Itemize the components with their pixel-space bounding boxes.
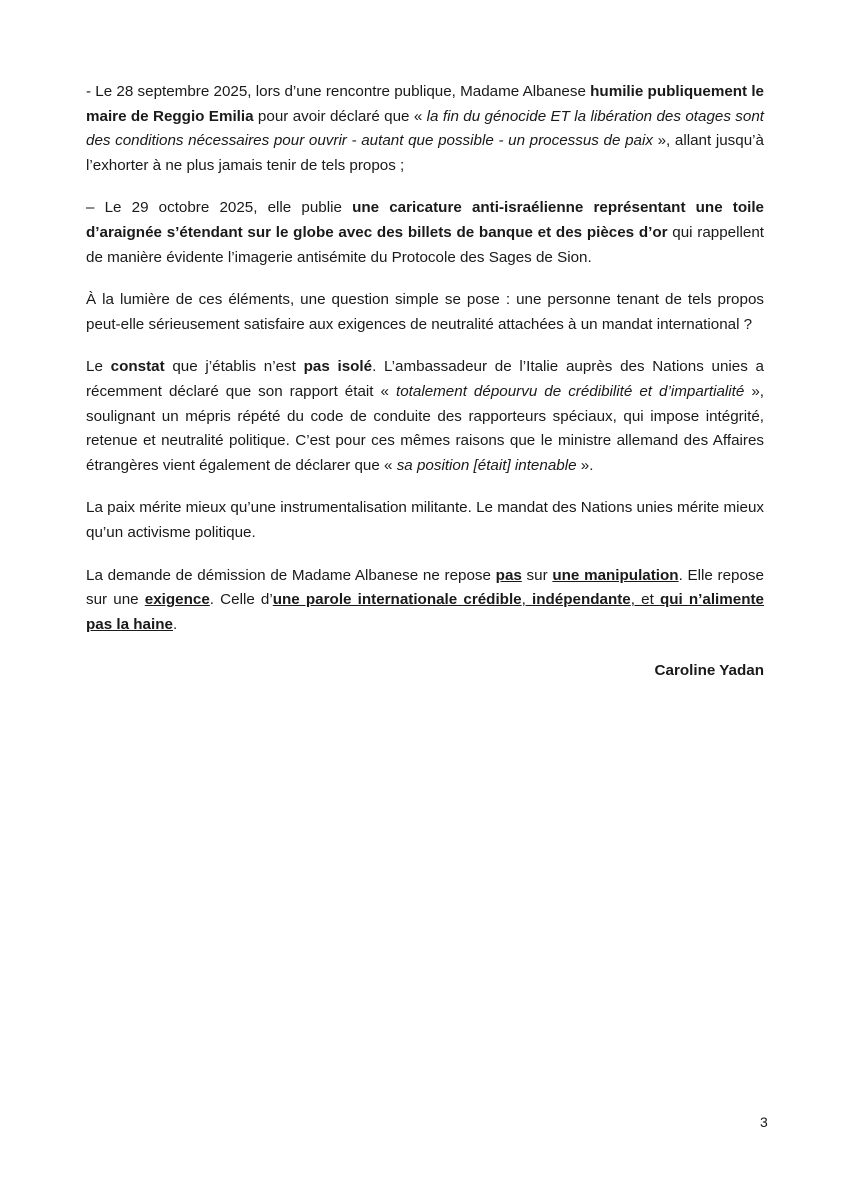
paragraph-reggio-emilia	[86, 80, 764, 178]
document-body	[86, 80, 764, 684]
page-number: 3	[760, 1114, 768, 1130]
text-segment: - Le 28 septembre 2025, lors d’une rencontre publique, Madame Albanese	[86, 83, 591, 100]
text-segment: , et	[630, 591, 660, 609]
text-segment: une parole internationale crédible	[272, 591, 522, 609]
text-segment: La paix mérite mieux qu’une instrumentalisation militante. Le mandat des Nations unies mérite mieux qu’un activisme politique.	[86, 499, 764, 541]
text-segment: », allant jusqu’à l’exhorter à ne plus jamais tenir de tels propos ;	[86, 132, 764, 174]
text-segment: sur	[521, 566, 553, 584]
signature: Caroline Yadan	[654, 662, 764, 680]
text-segment: une manipulation	[552, 566, 679, 584]
text-segment: exigence	[144, 591, 210, 609]
text-segment: . Elle repose sur une	[86, 566, 764, 609]
paragraph-demission	[86, 564, 764, 638]
text-segment: .	[172, 615, 178, 633]
text-segment: indépendante	[532, 591, 631, 609]
text-segment: À la lumière de ces éléments, une question simple se pose : une personne tenant de tels propos peut-elle sérieusement satisfaire aux exigences de neutralité attachées à un mandat international ?	[86, 291, 764, 333]
paragraph-paix	[86, 496, 764, 545]
text-segment: . Celle d’	[209, 591, 273, 609]
paragraph-constat	[86, 355, 764, 478]
text-segment: ,	[521, 591, 533, 609]
text-segment: une caricature anti-israélienne représentant une toile d’araignée s’étendant sur le globe avec des billets de banque et des pièces d’or	[86, 199, 765, 241]
paragraph-caricature	[86, 196, 764, 270]
text-segment: – Le 29 octobre 2025, elle publie	[86, 199, 353, 217]
text-segment: . L’ambassadeur de l’Italie auprès des Nations unies a récemment déclaré que son rapport était «	[86, 358, 764, 400]
text-segment: constat	[110, 358, 165, 376]
text-segment: La demande de démission de Madame Albanese ne repose	[86, 566, 496, 584]
text-segment: totalement dépourvu de crédibilité et d’impartialité	[396, 382, 745, 400]
text-segment: pas isolé	[303, 358, 373, 376]
text-segment: ».	[576, 456, 594, 474]
text-segment: qui n’alimente pas la haine	[86, 591, 764, 633]
text-segment: qui rappellent de manière évidente l’imagerie antisémite du Protocole des Sages de Sion.	[86, 223, 764, 266]
text-segment: Le	[86, 358, 111, 376]
text-segment: que j’établis n’est	[164, 358, 304, 376]
paragraph-question	[86, 288, 764, 337]
text-segment: sa position [était] intenable	[396, 456, 577, 474]
text-segment: », soulignant un mépris répété du code de conduite des rapporteurs spéciaux, qui impose intégrité, retenue et neutralité politique. C’est pour ces mêmes raisons que le ministre allemand des Affaires étrangères vient également de déclarer que «	[86, 382, 764, 474]
text-segment: humilie publiquement le maire de Reggio Emilia	[86, 83, 765, 125]
paragraph-list	[86, 80, 764, 637]
text-segment: pas	[495, 566, 522, 584]
text-segment: la fin du génocide ET la libération des otages sont des conditions nécessaires pour ouvrir - autant que possible - un processus de paix	[86, 107, 765, 150]
text-segment: pour avoir déclaré que «	[253, 107, 427, 125]
